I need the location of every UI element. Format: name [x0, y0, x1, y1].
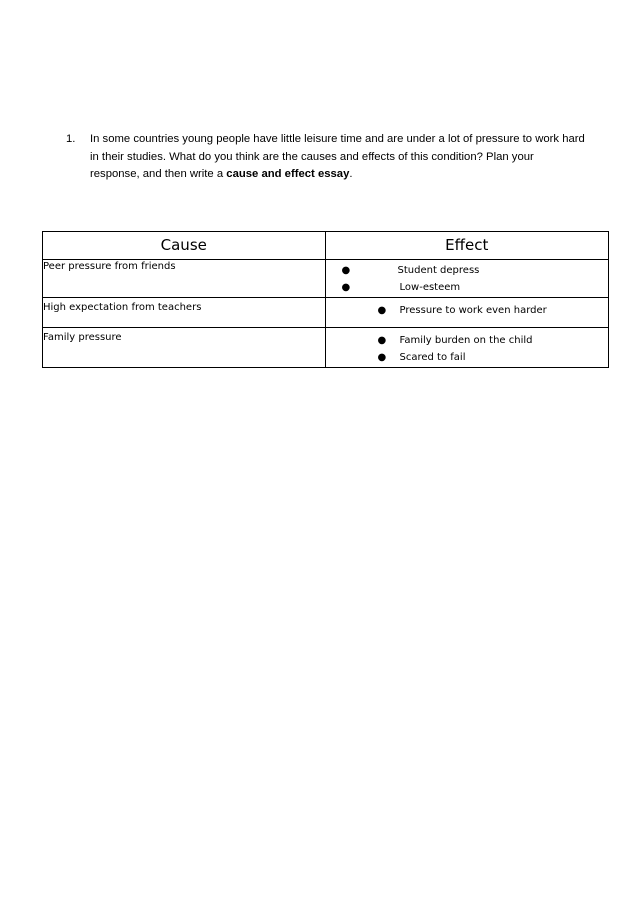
- effect-list: [326, 298, 608, 320]
- table-row: [43, 260, 609, 298]
- cause-header: Cause: [43, 232, 326, 260]
- bullet-icon: ●: [341, 282, 351, 293]
- effect-list-item: [326, 279, 608, 296]
- cause-cell: Family pressure: [43, 328, 326, 368]
- effect-label: Family burden on the child: [399, 335, 533, 346]
- effect-label: Pressure to work even harder: [399, 305, 547, 316]
- effect-label: Low-esteem: [399, 282, 461, 293]
- effect-list-item: [326, 302, 608, 319]
- table-row: [43, 328, 609, 368]
- effect-label: Scared to fail: [399, 352, 466, 363]
- cause-effect-table: [42, 231, 609, 368]
- effect-list: [326, 328, 608, 367]
- effect-list-item: [326, 349, 608, 366]
- effect-cell: [325, 260, 608, 298]
- bullet-icon: ●: [377, 352, 387, 363]
- question-item: [66, 131, 586, 184]
- effect-list-item: [326, 262, 608, 279]
- cause-cell: Peer pressure from friends: [43, 260, 326, 298]
- effect-list-item: [326, 332, 608, 349]
- effect-header: Effect: [325, 232, 608, 260]
- bullet-icon: ●: [341, 265, 351, 276]
- table-row: [43, 298, 609, 328]
- question-text: [90, 131, 586, 184]
- effect-list: [326, 260, 608, 297]
- question-text-bold: cause and effect essay: [226, 168, 350, 180]
- effect-label: Student depress: [397, 265, 480, 276]
- cause-cell: High expectation from teachers: [43, 298, 326, 328]
- bullet-icon: ●: [377, 305, 387, 316]
- bullet-icon: ●: [377, 335, 387, 346]
- question-number: 1.: [66, 133, 76, 145]
- question-text-end: .: [349, 168, 353, 180]
- question-text-main: In some countries young people have little leisure time and are under a lot of pressure to work hard in their studies. What do you think are the causes and effects of this condition? Plan your response, and then write a: [90, 133, 585, 180]
- table-header-row: [43, 232, 609, 260]
- effect-cell: [325, 298, 608, 328]
- effect-cell: [325, 328, 608, 368]
